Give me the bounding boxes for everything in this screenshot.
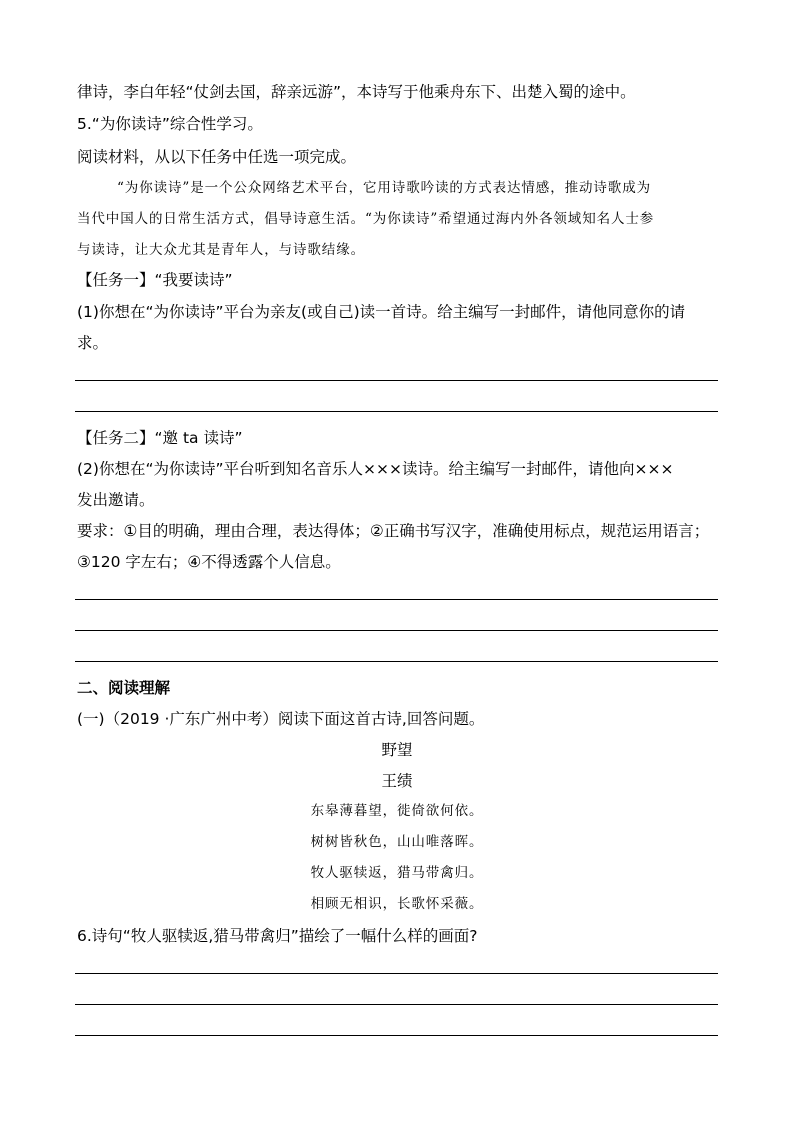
answer-line-task-1-a (75, 380, 718, 381)
answer-line-q6-c (75, 1035, 718, 1036)
poem-title: 野望 (381, 741, 413, 759)
question-5-title: 5.“为你读诗”综合性学习。 (77, 115, 263, 133)
section-2-heading: 二、阅读理解 (77, 679, 171, 697)
answer-line-task-2-a (75, 599, 718, 600)
intro-line: 律诗，李白年轻“仗剑去国，辞亲远游”，本诗写于他乘舟东下、出楚入蜀的途中。 (77, 83, 636, 101)
poem-line-4: 相顾无相识，长歌怀采薇。 (310, 896, 484, 912)
task-2-line-2: 发出邀请。 (77, 491, 155, 509)
question-6: 6.诗句“牧人驱犊返,猎马带禽归”描绘了一幅什么样的画面? (77, 927, 478, 945)
task-1-line-1: (1)你想在“为你读诗”平台为亲友(或自己)读一首诗。给主编写一封邮件，请他同意你的请 (77, 303, 686, 321)
answer-line-task-1-b (75, 411, 718, 412)
task-1-line-2: 求。 (77, 334, 109, 352)
requirements-line-2: ③120 字左右；④不得透露个人信息。 (77, 553, 341, 571)
poem-line-1: 东皋薄暮望，徙倚欲何依。 (310, 803, 484, 819)
poem-line-2: 树树皆秋色，山山唯落晖。 (310, 834, 484, 850)
task-2-line-1: (2)你想在“为你读诗”平台听到知名音乐人×××读诗。给主编写一封邮件，请他向××× (77, 460, 674, 478)
task-1-heading: 【任务一】“我要读诗” (77, 271, 233, 289)
material-line-3: 与读诗，让大众尤其是青年人，与诗歌结缘。 (77, 242, 365, 258)
answer-line-q6-a (75, 973, 718, 974)
requirements-line-1: 要求：①目的明确，理由合理，表达得体；②正确书写汉字，准确使用标点，规范运用语言； (77, 522, 710, 540)
poem-line-3: 牧人驱犊返，猎马带禽归。 (310, 865, 484, 881)
section-2-source: (一)（2019 ·广东广州中考）阅读下面这首古诗,回答问题。 (77, 710, 485, 728)
task-2-heading: 【任务二】“邀 ta 读诗” (77, 429, 243, 447)
question-5-instruction: 阅读材料，从以下任务中任选一项完成。 (77, 148, 357, 166)
answer-line-task-2-b (75, 630, 718, 631)
material-line-1: “为你读诗”是一个公众网络艺术平台，它用诗歌吟读的方式表达情感，推动诗歌成为 (117, 180, 652, 196)
poem-author: 王绩 (381, 772, 413, 790)
answer-line-q6-b (75, 1004, 718, 1005)
answer-line-task-2-c (75, 661, 718, 662)
material-line-2: 当代中国人的日常生活方式，倡导诗意生活。“为你读诗”希望通过海内外各领域知名人士参 (77, 211, 655, 227)
